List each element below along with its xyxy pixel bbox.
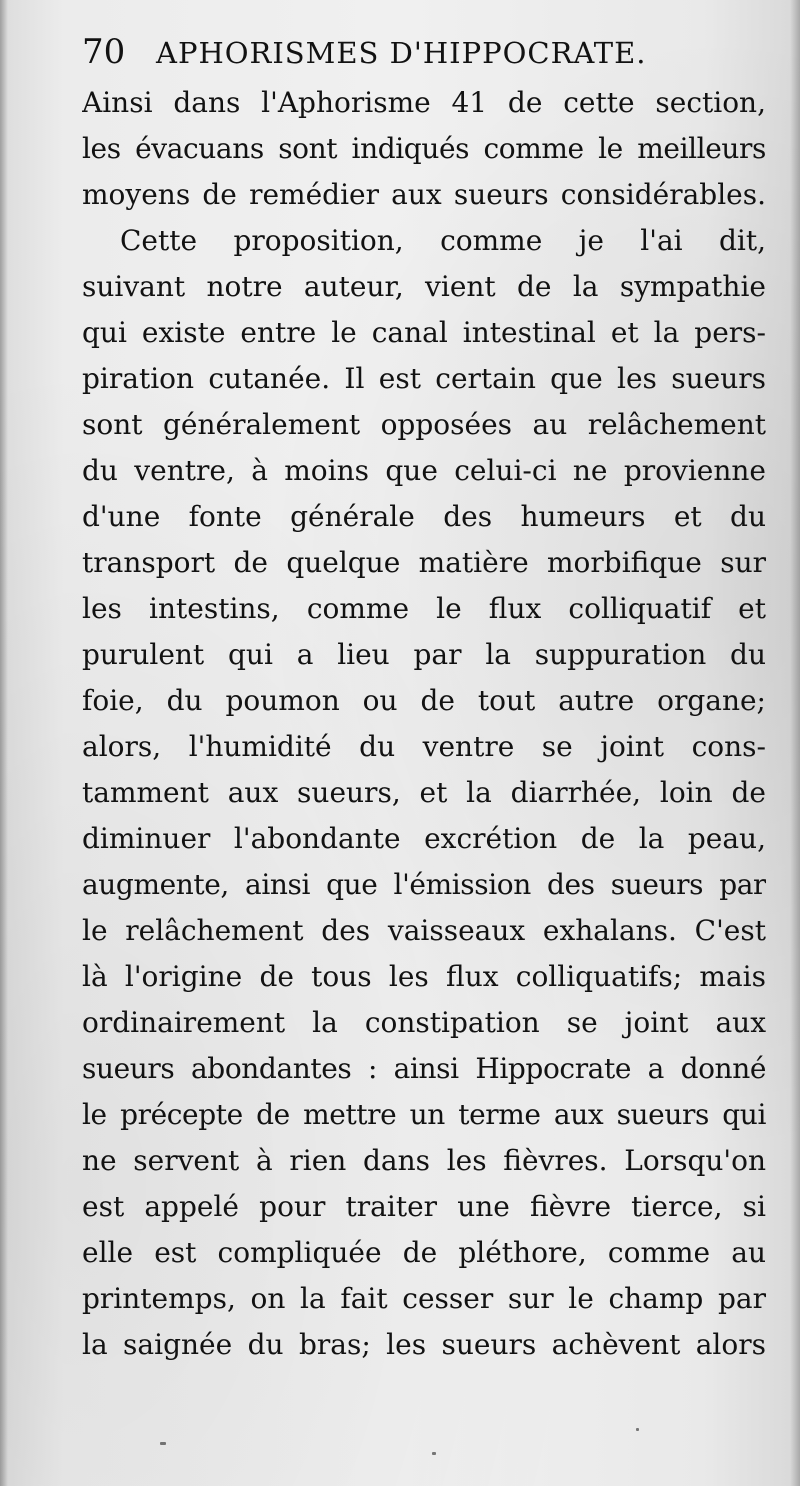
text-line: moyens de remédier aux sueurs considérables. (82, 178, 766, 211)
page-header (82, 22, 732, 82)
text-line: suivant notre auteur, vient de la sympathie (82, 270, 766, 303)
text-line: sont généralement opposées au relâchement (82, 408, 766, 441)
text-line: ne servent à rien dans les fièvres. Lorsqu'on (82, 1144, 766, 1177)
text-line: d'une fonte générale des humeurs et du (82, 500, 766, 533)
paragraph-first-line: Cette proposition, comme je l'ai dit, (120, 224, 766, 257)
text-line: Ainsi dans l'Aphorisme 41 de cette section, (82, 86, 766, 119)
body-text (82, 80, 766, 1380)
text-line: les évacuans sont indiqués comme le meilleurs (82, 132, 766, 165)
page-shadow-left (0, 0, 8, 1486)
text-line: la saignée du bras; les sueurs achèvent alors (82, 1328, 766, 1361)
ink-speck (636, 1428, 639, 1431)
page-shadow-right (790, 0, 800, 1486)
text-line: là l'origine de tous les flux colliquatifs; mais (82, 960, 766, 993)
text-line: sueurs abondantes : ainsi Hippocrate a donné (82, 1052, 766, 1085)
text-line: tamment aux sueurs, et la diarrhée, loin de (82, 776, 766, 809)
ink-speck (160, 1442, 166, 1445)
text-line: diminuer l'abondante excrétion de la peau, (82, 822, 766, 855)
text-line: purulent qui a lieu par la suppuration du (82, 638, 766, 671)
text-line: printemps, on la fait cesser sur le champ par (82, 1282, 766, 1315)
text-line: les intestins, comme le flux colliquatif et (82, 592, 766, 625)
page-number: 70 (82, 32, 126, 72)
text-line: est appelé pour traiter une fièvre tierce, si (82, 1190, 766, 1223)
text-line: augmente, ainsi que l'émission des sueurs par (82, 868, 766, 901)
text-line: du ventre, à moins que celui-ci ne provienne (82, 454, 766, 487)
text-line: le précepte de mettre un terme aux sueurs qui (82, 1098, 766, 1131)
text-line: transport de quelque matière morbifique sur (82, 546, 766, 579)
text-line: qui existe entre le canal intestinal et la pers- (82, 316, 766, 349)
text-line: le relâchement des vaisseaux exhalans. C'est (82, 914, 766, 947)
text-line: ordinairement la constipation se joint aux (82, 1006, 766, 1039)
text-line: alors, l'humidité du ventre se joint cons- (82, 730, 766, 763)
ink-speck (432, 1452, 436, 1455)
text-line: elle est compliquée de pléthore, comme au (82, 1236, 766, 1269)
text-line: piration cutanée. Il est certain que les sueurs (82, 362, 766, 395)
text-line: foie, du poumon ou de tout autre organe; (82, 684, 766, 717)
running-head: APHORISMES D'HIPPOCRATE. (156, 36, 647, 70)
